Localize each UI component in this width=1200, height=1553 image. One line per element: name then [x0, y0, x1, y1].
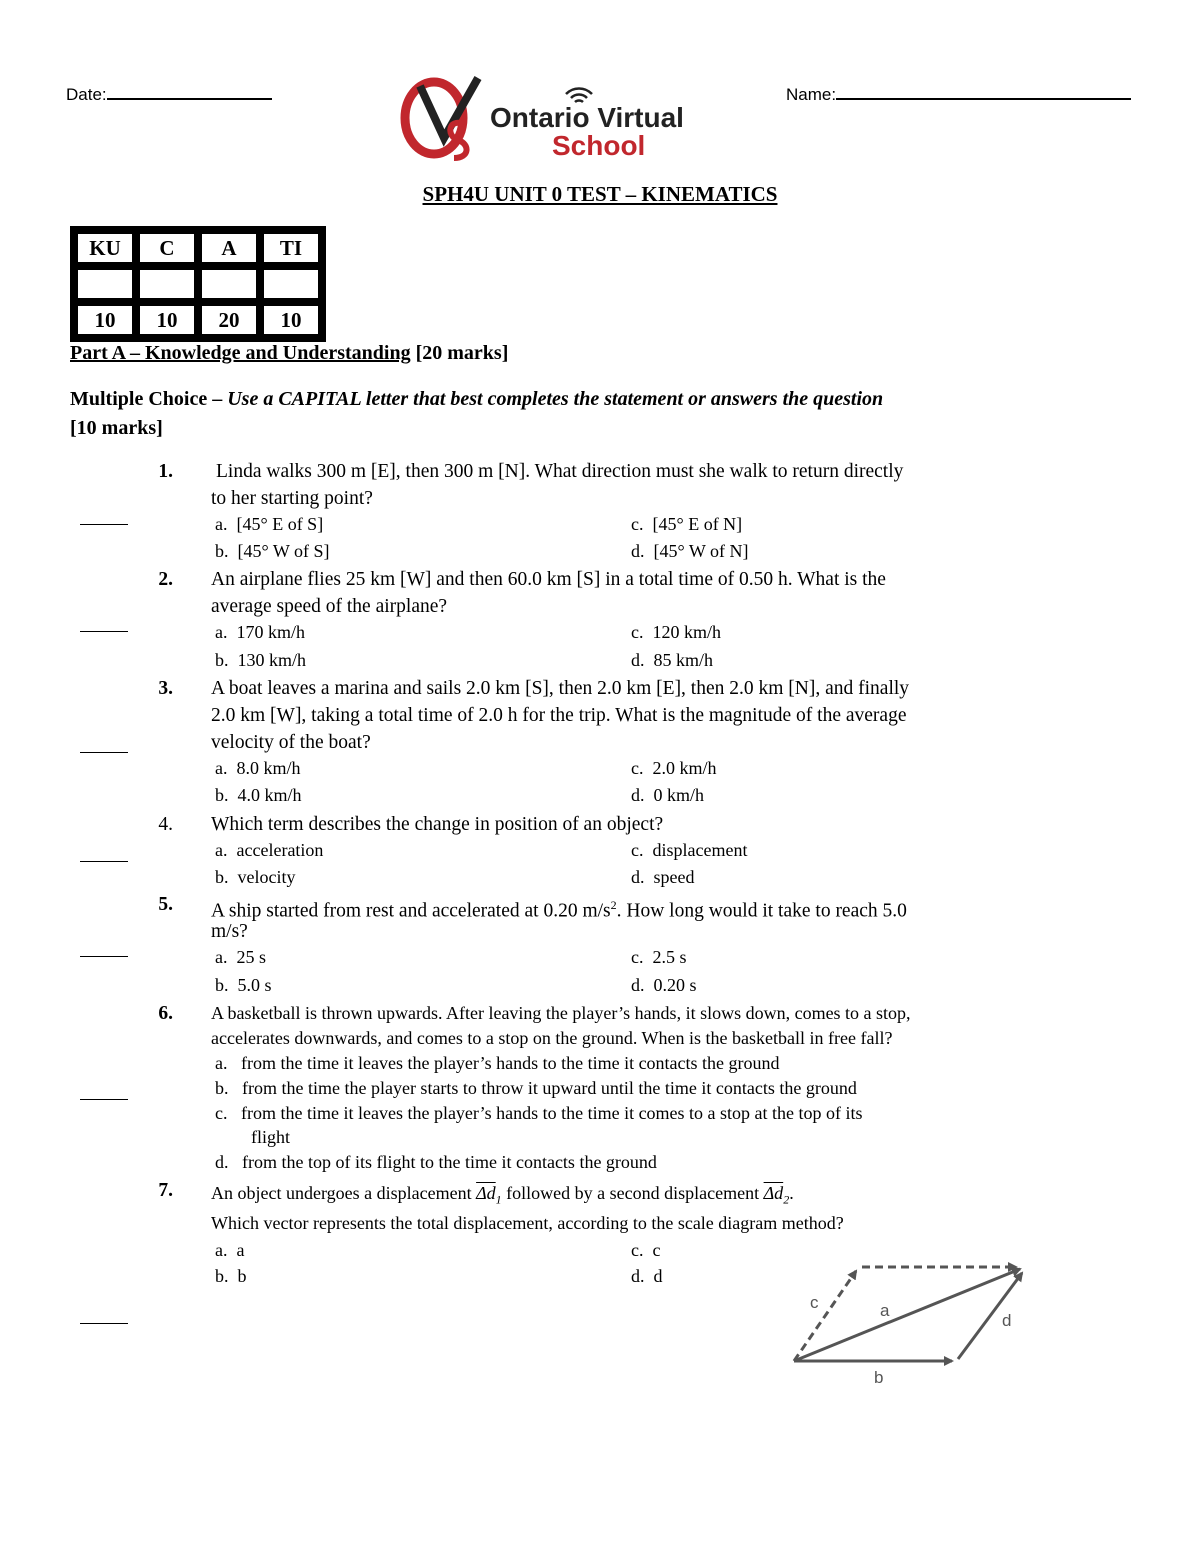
option-letter: b. [215, 785, 229, 805]
option-text: b [237, 1266, 247, 1286]
marks-total-ku: 10 [76, 304, 134, 336]
option-letter: a. [215, 622, 228, 642]
option-letter: d. [631, 785, 645, 805]
option-b[interactable] [215, 785, 302, 806]
subscript: 2 [783, 1192, 790, 1207]
answer-blank[interactable] [80, 1323, 128, 1324]
part-a-marks: [20 marks] [415, 342, 509, 364]
option-d[interactable] [631, 1266, 663, 1287]
option-text: 25 s [236, 947, 267, 967]
name-field [786, 84, 1131, 105]
option-text: from the time the player starts to throw it upward until the time it contacts the ground [242, 1078, 857, 1098]
question-text-part: An object undergoes a displacement [211, 1183, 477, 1203]
question-text-line: A basketball is thrown upwards. After leaving the player’s hands, it slows down, comes to a stop, [211, 1003, 911, 1023]
answer-blank[interactable] [80, 956, 128, 957]
answer-blank[interactable] [80, 1099, 128, 1100]
vector-a [794, 1269, 1020, 1361]
option-a[interactable] [215, 1240, 245, 1261]
superscript: 2 [610, 898, 617, 912]
ovs-logo-mark-icon [398, 72, 490, 164]
part-a-heading [70, 342, 508, 365]
option-text: [45° E of N] [652, 514, 743, 534]
marks-table-total-row [76, 304, 320, 336]
subscript: 1 [495, 1192, 502, 1207]
marks-table [70, 226, 326, 342]
option-letter: a. [215, 1240, 228, 1260]
option-letter: d. [631, 541, 645, 561]
marks-table-header-row [76, 232, 320, 264]
option-letter: d. [631, 650, 645, 670]
option-a[interactable] [215, 514, 323, 535]
option-text: 130 km/h [237, 650, 307, 670]
label-b: b [874, 1368, 884, 1387]
logo-line1: Ontario Virtual [490, 102, 684, 133]
question-text-line: Which vector represents the total displacement, according to the scale diagram method? [211, 1213, 844, 1233]
option-letter: d. [631, 1266, 645, 1286]
question-number: 6. [158, 1003, 173, 1024]
option-d[interactable] [631, 975, 697, 996]
option-letter: b. [215, 867, 229, 887]
option-text: 85 km/h [653, 650, 714, 670]
marks-header-c: C [138, 232, 196, 264]
marks-header-a: A [200, 232, 258, 264]
option-d[interactable] [631, 541, 749, 562]
answer-blank[interactable] [80, 524, 128, 525]
option-c[interactable] [215, 1103, 863, 1124]
option-c[interactable] [631, 758, 717, 779]
option-letter: b. [215, 1266, 229, 1286]
school-logo [398, 72, 728, 164]
marks-score-ku[interactable] [76, 268, 134, 300]
question-number: 3. [158, 678, 173, 699]
marks-header-ti: TI [262, 232, 320, 264]
label-c: c [810, 1293, 819, 1312]
question-number: 1. [158, 461, 173, 482]
question-text-line: 2.0 km [W], taking a total time of 2.0 h for the trip. What is the magnitude of the average [211, 705, 907, 726]
marks-score-ti[interactable] [262, 268, 320, 300]
vector-d [958, 1273, 1022, 1359]
question-number: 7. [158, 1180, 173, 1201]
question-text-part: followed by a second displacement [501, 1183, 764, 1203]
option-text: 4.0 km/h [237, 785, 302, 805]
vector-diagram [780, 1255, 1050, 1395]
name-label: Name: [786, 85, 837, 104]
question-text-line: average speed of the airplane? [211, 596, 448, 617]
option-letter: c. [631, 840, 644, 860]
question-text-line [211, 1183, 794, 1208]
option-letter: c. [631, 514, 644, 534]
option-letter: c. [631, 622, 644, 642]
marks-header-ku: KU [76, 232, 134, 264]
option-text: c [652, 1240, 661, 1260]
marks-score-c[interactable] [138, 268, 196, 300]
question-number: 4. [158, 814, 173, 835]
option-c[interactable] [631, 947, 687, 968]
question-text-line: Linda walks 300 m [E], then 300 m [N]. What direction must she walk to return directly [216, 461, 904, 482]
question-text-line [211, 892, 907, 925]
date-field [66, 84, 272, 105]
option-text: 2.5 s [652, 947, 687, 967]
answer-blank[interactable] [80, 752, 128, 753]
marks-total-ti: 10 [262, 304, 320, 336]
question-text-part: . How long would it take to reach 5.0 [616, 900, 907, 922]
question-number: 2. [158, 569, 173, 590]
option-b[interactable] [215, 541, 330, 562]
option-a[interactable] [215, 1053, 780, 1074]
option-d[interactable] [631, 867, 694, 888]
question-text-line: to her starting point? [211, 488, 373, 509]
option-letter: b. [215, 541, 229, 561]
label-a: a [880, 1301, 890, 1320]
date-label: Date: [66, 85, 107, 104]
option-a[interactable] [215, 840, 323, 861]
part-a-title: Part A – Knowledge and Understanding [70, 342, 411, 364]
option-letter: c. [215, 1103, 228, 1123]
option-letter: d. [631, 867, 645, 887]
option-text: displacement [652, 840, 748, 860]
option-text: 120 km/h [652, 622, 722, 642]
logo-line2: School [552, 130, 646, 161]
answer-blank[interactable] [80, 861, 128, 862]
option-letter: a. [215, 840, 228, 860]
option-b[interactable] [215, 867, 295, 888]
question-text-line: Which term describes the change in position of an object? [211, 814, 664, 835]
option-b[interactable] [215, 1266, 247, 1287]
option-letter: a. [215, 758, 228, 778]
option-letter: c. [631, 1240, 644, 1260]
option-text: 0.20 s [653, 975, 697, 995]
option-letter: a. [215, 514, 228, 534]
option-text: acceleration [236, 840, 324, 860]
option-letter: d. [631, 975, 645, 995]
option-letter: a. [215, 947, 228, 967]
option-b[interactable] [215, 975, 272, 996]
answer-blank[interactable] [80, 631, 128, 632]
question-text-line: accelerates downwards, and comes to a stop on the ground. When is the basketball in free fall? [211, 1028, 893, 1048]
mc-label: Multiple Choice – [70, 388, 228, 410]
label-d: d [1002, 1311, 1012, 1330]
date-blank-line[interactable] [107, 84, 272, 100]
option-text: from the time it leaves the player’s hands to the time it comes to a stop at the top of its [241, 1103, 863, 1123]
option-letter: a. [215, 1053, 228, 1073]
option-c[interactable] [631, 622, 721, 643]
marks-total-c: 10 [138, 304, 196, 336]
marks-table-score-row [76, 268, 320, 300]
option-d[interactable] [215, 1152, 657, 1173]
option-letter: c. [631, 947, 644, 967]
option-a[interactable] [215, 758, 301, 779]
question-text-line: m/s? [211, 921, 248, 942]
option-letter: b. [215, 1078, 229, 1098]
marks-score-a[interactable] [200, 268, 258, 300]
option-c[interactable] [631, 514, 742, 535]
option-text: 170 km/h [236, 622, 306, 642]
option-text: [45° E of S] [236, 514, 324, 534]
option-a[interactable] [215, 947, 266, 968]
page-title: SPH4U UNIT 0 TEST – KINEMATICS [422, 182, 778, 206]
option-text: speed [653, 867, 695, 887]
question-text-line: A boat leaves a marina and sails 2.0 km [S], then 2.0 km [E], then 2.0 km [N], and finally [211, 678, 910, 699]
option-text: from the time it leaves the player’s hands to the time it contacts the ground [241, 1053, 780, 1073]
option-letter: d. [215, 1152, 229, 1172]
mc-instructions [70, 385, 1070, 443]
mc-marks: [10 marks] [70, 417, 163, 439]
option-text: d [653, 1266, 663, 1286]
question-text-part: . [789, 1183, 794, 1203]
question-text-part: A ship started from rest and accelerated at 0.20 m/s [211, 900, 611, 922]
option-b[interactable] [215, 1078, 857, 1099]
option-letter: b. [215, 975, 229, 995]
option-text: 0 km/h [653, 785, 705, 805]
question-text-line: An airplane flies 25 km [W] and then 60.0 km [S] in a total time of 0.50 h. What is the [211, 569, 886, 590]
option-text: [45° W of S] [237, 541, 330, 561]
name-blank-line[interactable] [836, 84, 1131, 100]
option-d[interactable] [631, 785, 704, 806]
question-number: 5. [158, 894, 173, 915]
option-letter: b. [215, 650, 229, 670]
option-text: 2.0 km/h [652, 758, 717, 778]
option-c[interactable] [631, 840, 747, 861]
option-c[interactable] [631, 1240, 661, 1261]
question-text-line: velocity of the boat? [211, 732, 371, 753]
option-text: from the top of its flight to the time it contacts the ground [242, 1152, 657, 1172]
option-c-continued: flight [251, 1127, 290, 1147]
option-d[interactable] [631, 650, 713, 671]
option-text: 5.0 s [237, 975, 272, 995]
option-a[interactable] [215, 622, 305, 643]
option-b[interactable] [215, 650, 306, 671]
option-letter: c. [631, 758, 644, 778]
mc-instruction-text: Use a CAPITAL letter that best completes the statement or answers the question [227, 388, 884, 410]
option-text: [45° W of N] [653, 541, 749, 561]
marks-total-a: 20 [200, 304, 258, 336]
vector-symbol: $\overline{\Delta d}$ [476, 1183, 496, 1203]
option-text: a [236, 1240, 245, 1260]
option-text: 8.0 km/h [236, 758, 301, 778]
vector-symbol: $\overline{\Delta d}$ [763, 1183, 784, 1203]
option-text: velocity [237, 867, 296, 887]
vector-d2 [763, 1183, 790, 1207]
vector-d1 [476, 1183, 502, 1207]
